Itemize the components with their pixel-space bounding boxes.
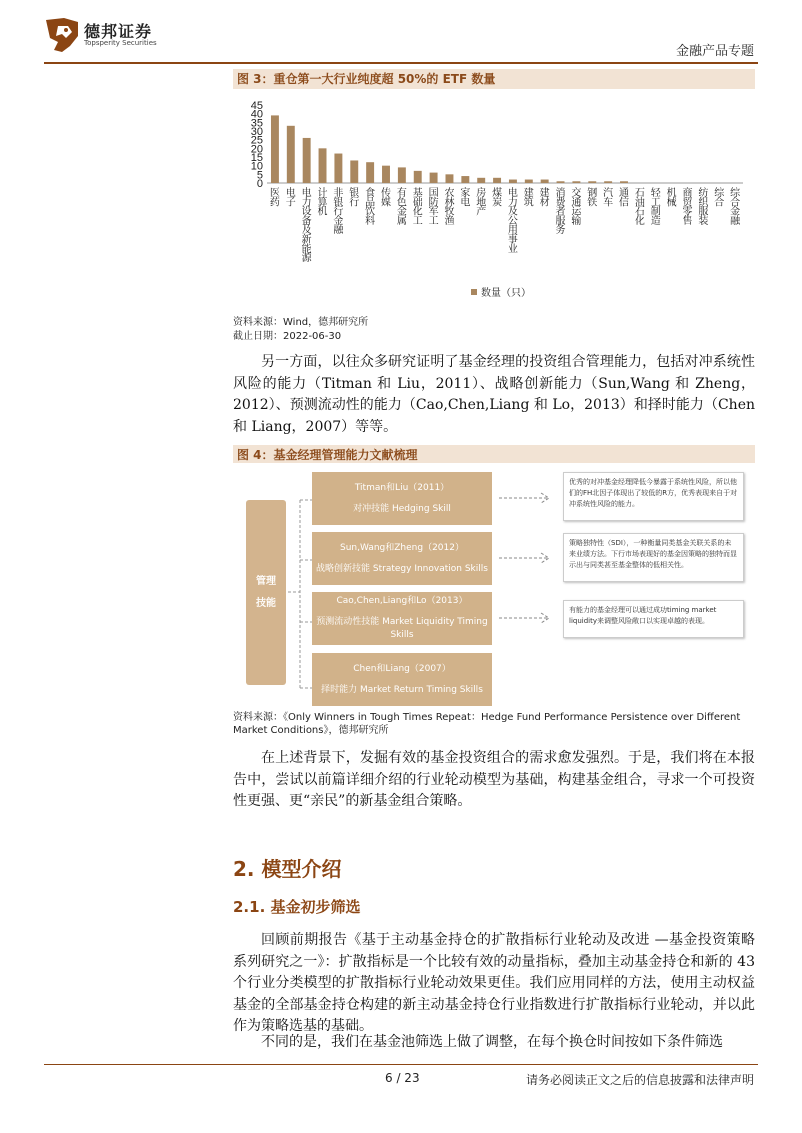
header-title: 金融产品专题 [675,44,754,59]
bar [509,180,517,183]
y-tick-label: 25 [250,134,263,147]
bar [319,148,327,183]
x-tick-label: 非银行金融 [333,188,344,237]
x-tick-label: 传媒 [381,188,391,209]
bar [430,173,438,183]
skill-name: 战略创新技能 Strategy Innovation Skills [316,563,488,574]
x-tick-label: 石油石化 [634,188,645,227]
legend-swatch [471,289,477,295]
logo-icon [44,16,80,54]
section-heading: 2. 模型介绍 [233,857,342,881]
x-tick-label: 基础化工 [412,188,423,227]
x-tick-label: 纺织服装 [698,188,709,227]
x-tick-label: 建材 [539,188,550,209]
skill-desc-liquidity: 有能力的基金经理可以通过成功timing market liquidity来调整风险敞口以实现卓越的表现。 [563,600,744,638]
bar [572,181,580,183]
paragraph-4: 不同的是，我们在基金池筛选上做了调整，在每个换仓时间按如下条件筛选 [261,1034,723,1050]
y-tick-label: 20 [250,143,263,156]
bar-chart [233,95,755,305]
x-tick-label: 银行 [349,188,360,209]
x-tick-label: 通信 [619,188,629,209]
x-tick-label: 建筑 [523,188,534,209]
skill-box-strategy [312,532,492,585]
y-tick-label: 30 [250,126,263,138]
footer-divider [44,1064,758,1065]
x-tick-label: 电子 [285,188,296,209]
skill-box-liquidity [312,592,492,645]
bar [461,176,469,183]
y-tick-label: 5 [256,169,263,182]
x-tick-label: 交通运输 [571,188,582,227]
x-tick-label: 消费者服务 [555,188,566,237]
arrow-icon [497,610,555,626]
x-tick-label: 商贸零售 [682,188,693,227]
subsection-heading: 2.1. 基金初步筛选 [233,898,361,916]
x-tick-label: 机械 [666,188,677,209]
bar [525,180,533,183]
skill-ref: Cao,Chen,Liang和Lo（2013） [336,596,468,606]
arrow-icon [497,490,555,506]
arrow-icon [497,550,555,566]
logo-text: 德邦证券 [84,22,153,41]
x-tick-label: 有色金属 [396,188,407,227]
y-tick-label: 45 [250,100,263,112]
figure4-source: 资料来源：《Only Winners in Tough Times Repeat：Hedge Fund Performance Persistence over Different Market Conditions》，德邦研究所 [233,712,741,736]
footer-notice: 请务必阅读正文之后的信息披露和法律声明 [525,1073,754,1087]
x-tick-label: 计算机 [317,188,328,218]
bar [604,181,612,183]
bar [334,154,342,183]
bracket-connector [286,470,314,700]
y-tick-label: 0 [256,178,263,190]
figure3-source: 资料来源：Wind，德邦研究所 [233,317,369,328]
x-tick-label: 轻工制造 [650,188,661,227]
x-tick-label: 煤炭 [492,188,503,209]
x-tick-label: 医药 [269,188,280,209]
page-number: 6 / 23 [385,1071,420,1085]
skill-ref: Titman和Liu（2011） [354,482,450,493]
skill-box-timing [312,653,492,706]
x-tick-label: 国防军工 [428,188,439,227]
figure3-caption: 图 3：重仓第一大行业纯度超 50%的 ETF 数量 [233,69,755,89]
x-tick-label: 房地产 [476,188,487,218]
bar [493,178,501,183]
bar [271,115,279,183]
bar [382,166,390,183]
paragraph-2: 在上述背景下，发掘有效的基金投资组合的需求愈发强烈。于是，我们将在本报告中，尝试以前篇详细介绍的行业轮动模型为基础，构建基金组合，寻求一个可投资性更强、更“亲民”的新基金组合策略。 [233,750,755,809]
y-tick-label: 35 [250,117,263,130]
x-tick-label: 电力设备及新能源 [301,188,312,265]
bar [303,138,311,183]
x-tick-label: 家电 [460,188,471,209]
bar [541,180,549,183]
bar [366,162,374,183]
x-tick-label: 钢铁 [587,188,598,209]
x-tick-label: 综合 [714,188,725,209]
header-divider [44,62,758,64]
figure4-caption: 图 4：基金经理管理能力文献梳理 [233,445,755,465]
bar [446,174,454,183]
skill-desc-hedging: 优秀的对冲基金经理降低今暴露于系统性风险，所以他们的FH北因子体现出了较低的R方，优秀表现来自于对冲系统性风险的能力。 [563,472,744,521]
y-tick-label: 10 [250,160,263,173]
skill-ref: Sun,Wang和Zheng（2012） [340,542,464,553]
skill-name: 预测流动性技能 Market Liquidity Timing Skills [316,617,488,640]
y-tick-label: 40 [250,108,263,121]
bar [287,126,295,183]
x-tick-label: 电力及公用事业 [507,188,518,255]
bar [588,181,596,183]
legend-label: 数量（只） [481,288,531,299]
bar [557,181,565,183]
figure3-date: 截止日期：2022-06-30 [233,331,342,342]
x-tick-label: 食品饮料 [365,188,376,227]
x-tick-label: 综合金融 [730,188,741,227]
skill-name: 对冲技能 Hedging Skill [353,503,451,514]
paragraph-3: 回顾前期报告《基于主动基金持仓的扩散指标行业轮动及改进 —基金投资策略系列研究之一》：扩散指标是一个比较有效的动量指标，叠加主动基金持仓和新的 43 个行业分类模型的扩散指标行业轮动效果更佳。我们应用同样的方法，使用主动权益基金的全部基金持仓构建的新主动基金持仓行业指数进行扩散指标行业轮动，并以此作为策略选基的基础。 [233,932,755,1034]
skill-box-hedging [312,472,492,525]
bar [414,171,422,183]
paragraph-1: 另一方面，以往众多研究证明了基金经理的投资组合管理能力，包括对冲系统性风险的能力（Titman 和 Liu，2011）、战略创新能力（Sun,Wang 和 Zheng，2012）、预测流动性的能力（Cao,Chen,Liang 和 Lo，2013）和择时能力（Chen 和 Liang，2007）等等。 [233,354,755,435]
bar [350,160,358,183]
skill-name: 择时能力 Market Return Timing Skills [321,684,483,695]
skills-label: 管理技能 [246,500,286,685]
bar [477,178,485,183]
skill-desc-strategy: 策略独特性（SDI），一种衡量同类基金关联关系的未来业绩方法。下行市场表现好的基金因策略的独特而显示出与同类甚至基金整体的低相关性。 [563,533,744,582]
logo-subtext: Topsperity Securities [84,39,157,47]
skill-ref: Chen和Liang（2007） [353,663,451,674]
y-tick-label: 15 [250,152,263,164]
x-tick-label: 汽车 [603,188,614,209]
bar [398,167,406,183]
bar [620,181,628,183]
x-tick-label: 农林牧渔 [444,188,455,227]
